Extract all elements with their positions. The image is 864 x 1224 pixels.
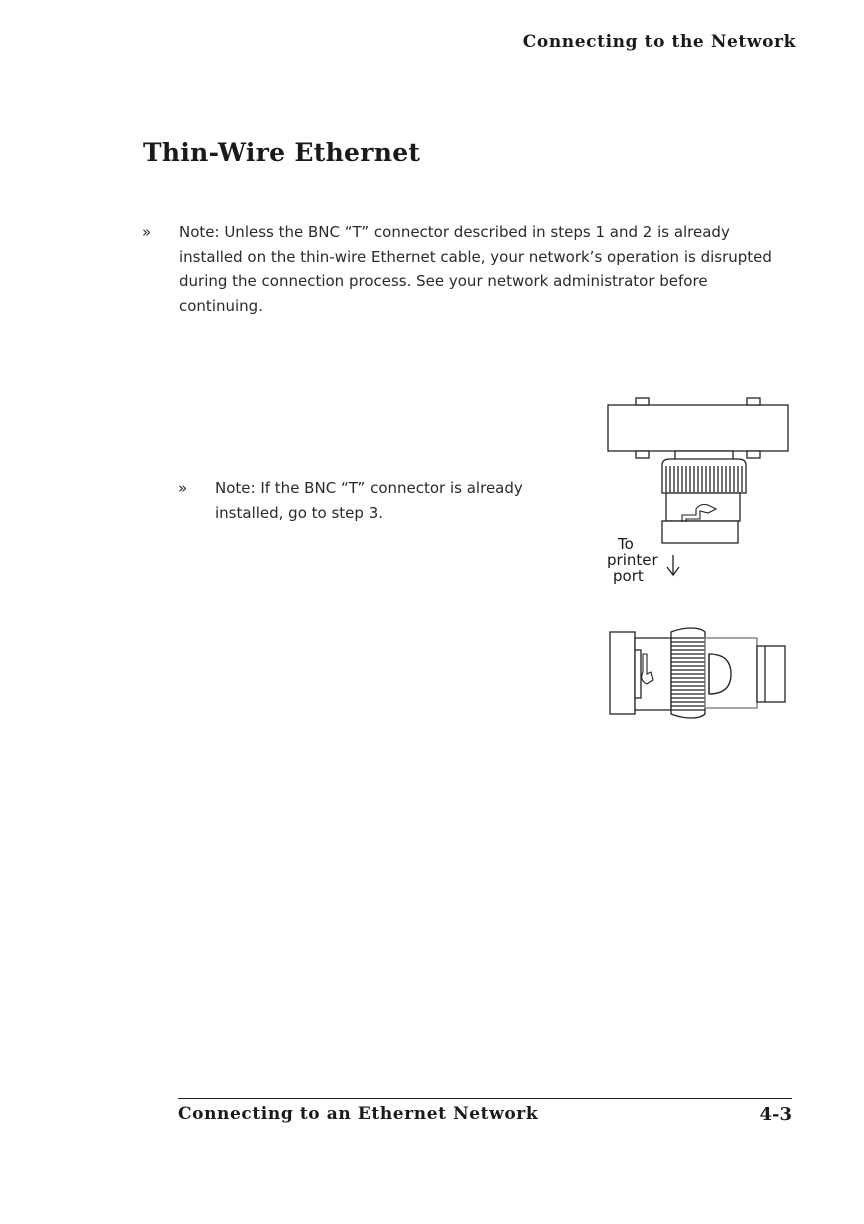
- t-connector-stem: [662, 451, 746, 543]
- label-line-to: To: [618, 535, 634, 553]
- connector-knurled-ring: [671, 628, 705, 718]
- note-unless-bnc-installed: [142, 220, 782, 318]
- section-title: Thin-Wire Ethernet: [143, 138, 421, 167]
- connector-cable-end: [757, 646, 785, 702]
- note-text: Note: Unless the BNC “T” connector described in steps 1 and 2 is already installed on the thin-wire Ethernet cable, your network’s operation is disrupted during the connection process. See your network administrator before continuing.: [179, 223, 772, 315]
- bnc-t-connector-figure: [600, 395, 796, 595]
- connector-sleeve: [610, 632, 671, 714]
- label-line-port: port: [613, 567, 644, 585]
- bnc-cable-connector-figure: [605, 624, 791, 720]
- note-if-bnc-installed: [178, 476, 568, 525]
- running-head: Connecting to the Network: [522, 32, 796, 52]
- footer-rule: [178, 1098, 792, 1099]
- note-marker: »: [142, 223, 152, 241]
- page-number: 4-3: [759, 1104, 792, 1125]
- label-line-printer: printer: [607, 551, 658, 569]
- note-marker: »: [178, 479, 188, 497]
- printer-port-label: [607, 535, 658, 585]
- footer-chapter-title: Connecting to an Ethernet Network: [178, 1104, 539, 1124]
- t-connector-body: [608, 398, 788, 458]
- connector-plug-body: [705, 638, 757, 708]
- printer-port-arrow: [667, 555, 679, 575]
- note-text: Note: If the BNC “T” connector is already installed, go to step 3.: [215, 479, 523, 522]
